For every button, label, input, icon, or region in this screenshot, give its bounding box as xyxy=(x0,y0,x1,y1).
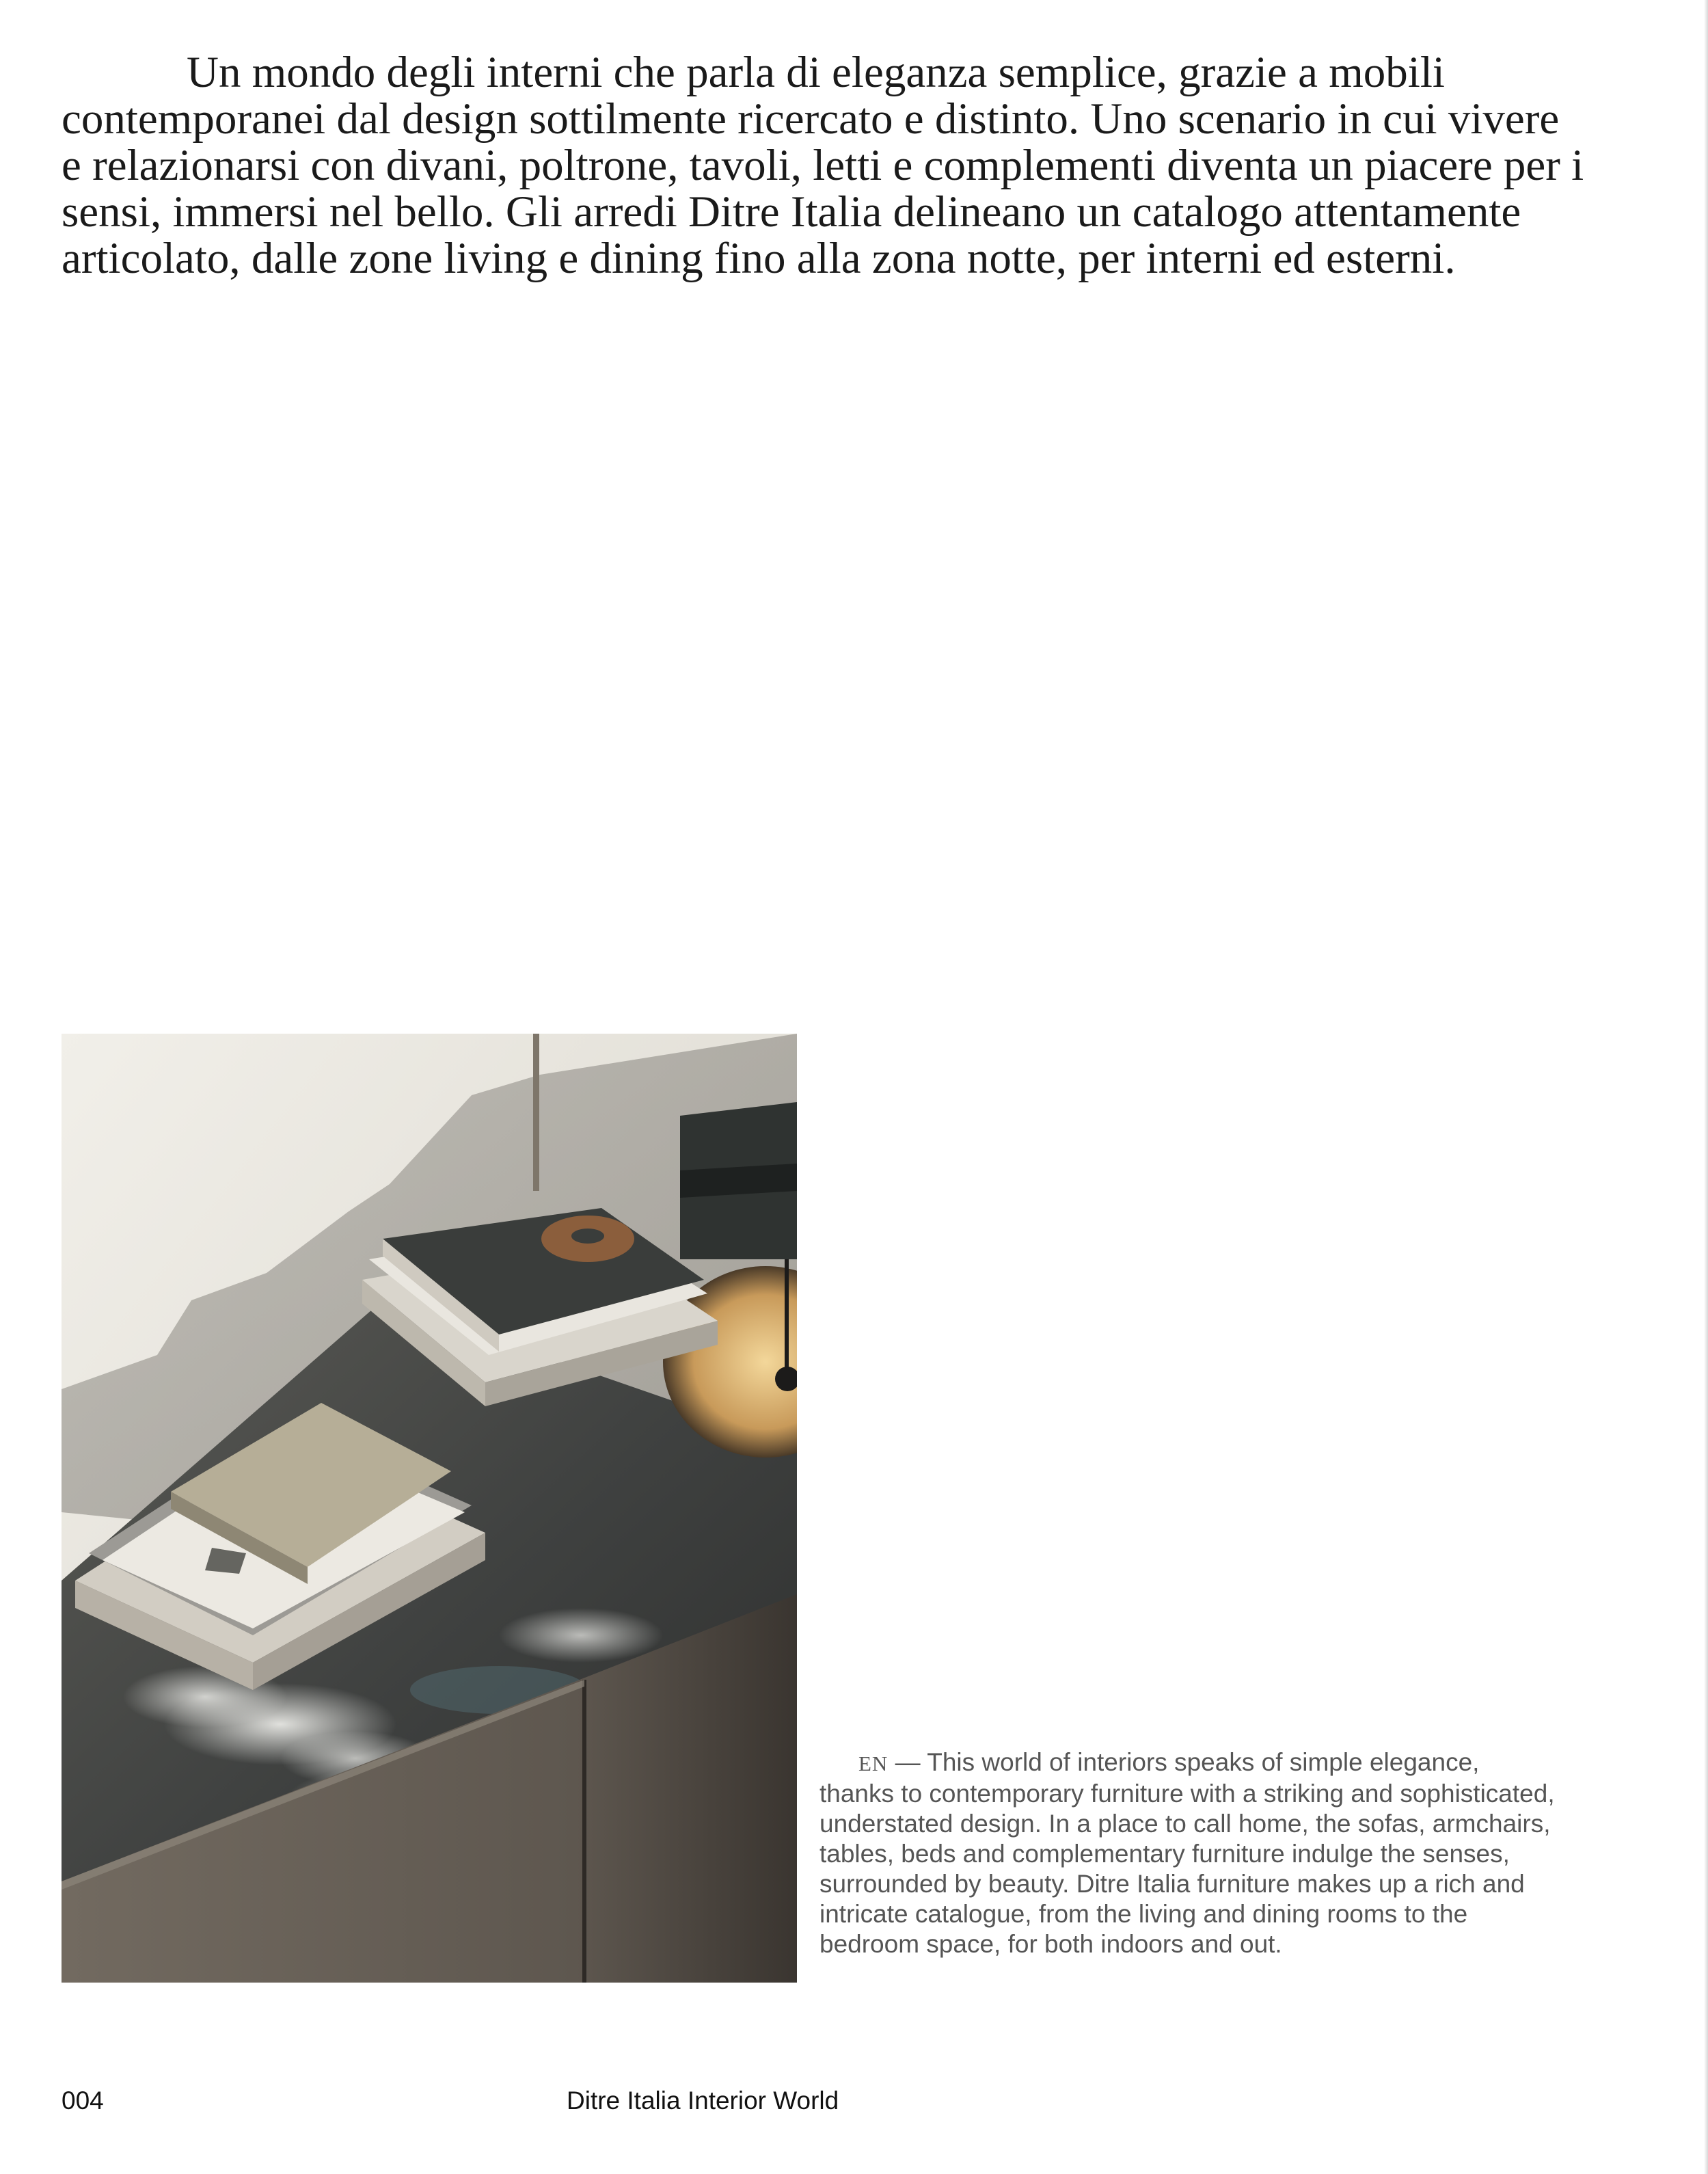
page-edge-shadow xyxy=(1704,0,1708,2174)
caption-text: — This world of interiors speaks of simple elegance, thanks to contemporary furniture with a striking and sophisticated, understated design. In a place to call home, the sofas, armchairs, tables, beds and complementary furniture indulge the senses, surrounded by beauty. Ditre Italia furniture makes up a rich and intricate catalogue, from the living and dining rooms to the bedroom space, for both indoors and out. xyxy=(819,1748,1555,1958)
caption-paragraph-english xyxy=(819,1747,1558,1959)
language-label: EN xyxy=(858,1752,889,1775)
publication-title: Ditre Italia Interior World xyxy=(567,2086,839,2115)
sideboard-photo xyxy=(62,1034,797,1983)
intro-paragraph-italian: Un mondo degli interni che parla di eleganza semplice, grazie a mobili contemporanei dal design sottilmente ricercato e distinto. Uno scenario in cui vivere e relazionarsi con divani, poltrone, tavoli, letti e complementi diventa un piacere per i sensi, immersi nel bello. Gli arredi Ditre Italia delineano un catalogo attentamente articolato, dalle zone living e dining fino alla zona notte, per interni ed esterni. xyxy=(62,48,1584,283)
page-number: 004 xyxy=(62,2086,104,2115)
